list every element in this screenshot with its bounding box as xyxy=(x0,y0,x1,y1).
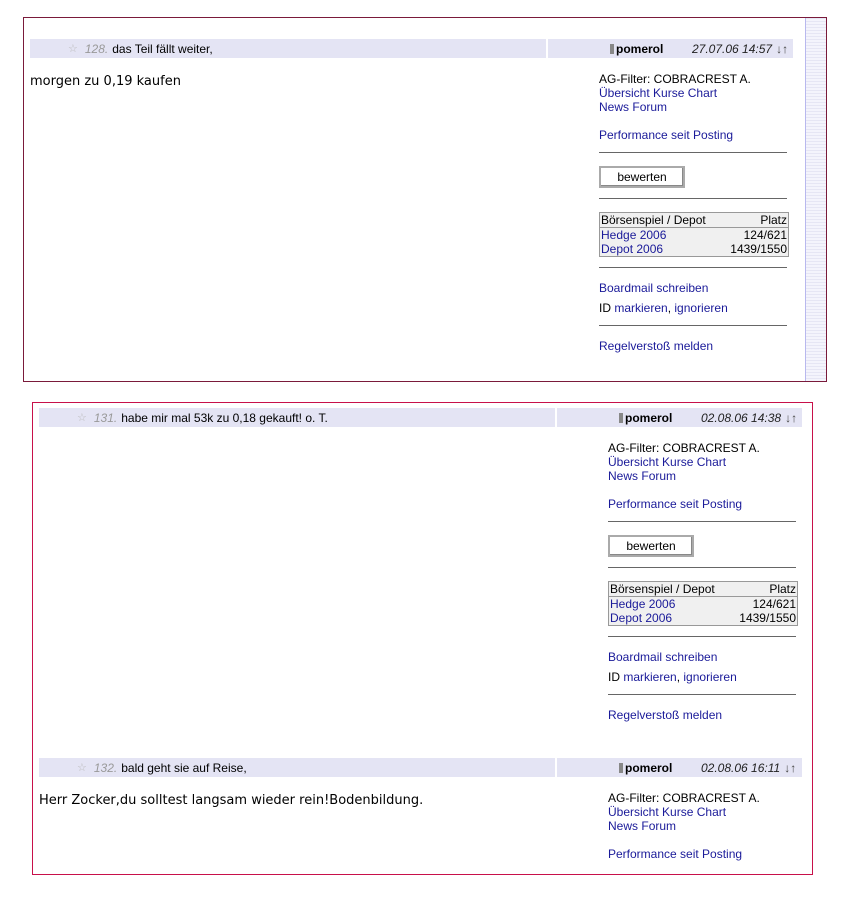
scrollbar[interactable] xyxy=(805,18,826,381)
post-title: das Teil fällt weiter, xyxy=(112,41,213,56)
divider xyxy=(608,636,796,637)
link-forum[interactable]: Forum xyxy=(632,100,668,114)
rank: 124/621 xyxy=(743,228,787,242)
star-icon[interactable]: ☆ xyxy=(77,412,87,424)
link-chart[interactable]: Chart xyxy=(696,805,727,819)
ag-filter: AG-Filter: COBRACREST A. xyxy=(608,791,760,805)
user-status-icon xyxy=(619,413,623,423)
link-performance[interactable]: Performance seit Posting xyxy=(608,847,743,861)
rank: 124/621 xyxy=(752,597,796,611)
link-forum[interactable]: Forum xyxy=(641,819,677,833)
post-body: morgen zu 0,19 kaufen xyxy=(30,74,181,89)
post-frame-2 xyxy=(32,402,813,875)
post-title: bald geht sie auf Reise, xyxy=(121,760,247,775)
link-ignore[interactable]: ignorieren xyxy=(683,670,737,684)
link-kurse[interactable]: Kurse xyxy=(653,86,685,100)
user-status-icon xyxy=(619,763,623,773)
divider xyxy=(599,325,787,326)
link-depot-2006[interactable]: Depot 2006 xyxy=(610,611,673,625)
link-news[interactable]: News xyxy=(608,819,639,833)
post-header xyxy=(39,758,802,777)
link-kurse[interactable]: Kurse xyxy=(662,805,694,819)
post-date: 02.08.06 14:38 xyxy=(701,410,782,425)
link-mark[interactable]: markieren xyxy=(623,670,677,684)
divider xyxy=(599,267,787,268)
navigate-arrows[interactable]: ↓↑ xyxy=(776,41,789,56)
navigate-arrows[interactable]: ↓↑ xyxy=(784,760,797,775)
divider xyxy=(608,567,796,568)
divider xyxy=(608,694,796,695)
star-icon[interactable]: ☆ xyxy=(68,43,78,55)
depot-table xyxy=(608,581,798,626)
id-label: ID xyxy=(599,301,611,315)
post-date: 27.07.06 14:57 xyxy=(692,41,773,56)
col-header: Platz xyxy=(721,213,788,228)
link-mark[interactable]: markieren xyxy=(614,301,668,315)
link-kurse[interactable]: Kurse xyxy=(662,455,694,469)
post-number: 132. xyxy=(93,760,118,775)
post-header xyxy=(39,408,802,427)
ag-filter: AG-Filter: COBRACREST A. xyxy=(608,441,760,455)
post-author[interactable]: pomerol xyxy=(616,41,664,56)
link-ignore[interactable]: ignorieren xyxy=(674,301,728,315)
link-report[interactable]: Regelverstoß melden xyxy=(608,708,723,722)
forum-post xyxy=(39,758,802,861)
id-label: ID xyxy=(608,670,620,684)
link-uebersicht[interactable]: Übersicht xyxy=(608,455,659,469)
link-report[interactable]: Regelverstoß melden xyxy=(599,339,714,353)
user-status-icon xyxy=(610,44,614,54)
link-performance[interactable]: Performance seit Posting xyxy=(599,128,734,142)
col-header: Platz xyxy=(730,582,797,597)
post-author[interactable]: pomerol xyxy=(625,760,673,775)
divider xyxy=(599,198,787,199)
link-uebersicht[interactable]: Übersicht xyxy=(608,805,659,819)
rank: 1439/1550 xyxy=(739,611,796,625)
depot-table xyxy=(599,212,789,257)
rate-button[interactable]: bewerten xyxy=(599,166,685,188)
forum-post xyxy=(30,39,793,353)
link-forum[interactable]: Forum xyxy=(641,469,677,483)
link-hedge-2006[interactable]: Hedge 2006 xyxy=(610,597,676,611)
post-date: 02.08.06 16:11 xyxy=(701,760,781,775)
link-chart[interactable]: Chart xyxy=(687,86,718,100)
post-header xyxy=(30,39,793,58)
post-sidebar xyxy=(599,72,789,353)
post-sidebar xyxy=(608,441,798,722)
post-body: Herr Zocker,du solltest langsam wieder rein!Bodenbildung. xyxy=(39,793,424,808)
divider xyxy=(599,152,787,153)
rate-button[interactable]: bewerten xyxy=(608,535,694,557)
link-chart[interactable]: Chart xyxy=(696,455,727,469)
link-news[interactable]: News xyxy=(608,469,639,483)
link-boardmail[interactable]: Boardmail schreiben xyxy=(599,281,709,295)
post-frame-1 xyxy=(23,17,827,382)
link-news[interactable]: News xyxy=(599,100,630,114)
post-title: habe mir mal 53k zu 0,18 gekauft! o. T. xyxy=(121,410,328,425)
sidebar-more: bewerten Börsenspiel / Depot Platz Hedge 2006 124/621 Depot 2006 1439/1550 Boardmail schreiben ID markieren, ignorieren Regelverstoß melden xyxy=(599,152,789,353)
col-header: Börsenspiel / Depot xyxy=(600,213,722,228)
ag-filter: AG-Filter: COBRACREST A. xyxy=(599,72,751,86)
post-number: 131. xyxy=(93,410,118,425)
post-sidebar xyxy=(608,791,798,861)
link-uebersicht[interactable]: Übersicht xyxy=(599,86,650,100)
navigate-arrows[interactable]: ↓↑ xyxy=(785,410,798,425)
divider xyxy=(608,521,796,522)
post-author[interactable]: pomerol xyxy=(625,410,673,425)
link-boardmail[interactable]: Boardmail schreiben xyxy=(608,650,718,664)
link-performance[interactable]: Performance seit Posting xyxy=(608,497,743,511)
rank: 1439/1550 xyxy=(730,242,787,256)
link-depot-2006[interactable]: Depot 2006 xyxy=(601,242,664,256)
post-number: 128. xyxy=(84,41,109,56)
link-hedge-2006[interactable]: Hedge 2006 xyxy=(601,228,667,242)
sidebar-more: bewerten Börsenspiel / Depot Platz Hedge 2006 124/621 Depot 2006 1439/1550 Boardmail schreiben ID markieren, ignorieren Regelverstoß melden xyxy=(608,521,798,722)
star-icon[interactable]: ☆ xyxy=(77,762,87,774)
col-header: Börsenspiel / Depot xyxy=(609,582,731,597)
forum-post xyxy=(39,408,802,722)
